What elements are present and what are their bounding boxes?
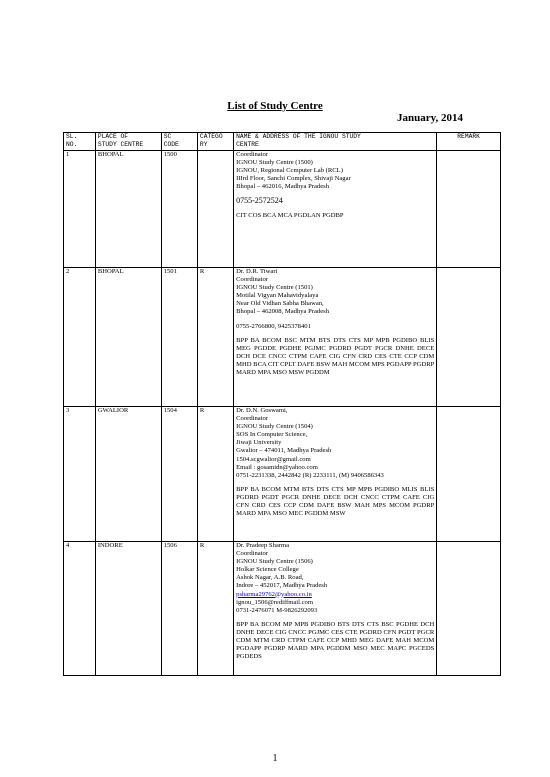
cell-sc-code: 1501 [161, 268, 197, 407]
cell-remark [437, 268, 501, 407]
address-line: Dr. Pradeep Sharma [236, 542, 290, 549]
cell-sl-no: 4 [64, 542, 96, 676]
cell-remark [437, 151, 501, 268]
address-line: Indore – 452017, Madhya Pradesh [236, 582, 328, 590]
phone-number: 0755-2766800, 9425378401 [236, 322, 311, 330]
cell-place: INDORE [95, 542, 161, 676]
programme-list: BPP BA BCOM MP MPB PGDIBO BTS DTS CTS BSC PGDHE DCH DNHE DECE CIG CNCC PGJMC CES CTE PGDRD CFN PGDT PGCR CDM MTM CRD CTPM CAFE CCP MHD MEG DAFE MAH MCOM PGDAPP PGDRP MARD MPA PGDDM MSO MEC MAPC PGCEDS PGDEDS [236, 620, 435, 661]
email-address: Email : gosamidn@yahoo.com [236, 463, 318, 471]
programme-list: BPP BA BCOM MTM BTS DTS CTS MP MPB PGDIBO MLIS BLIS PGDRD PGDT PGCR DNHE DECE DCH CNCC CTPM CAFE CIG CFN CRD CES CCP CDM DAFE BSW MAH MPS MCOM PGDRP MARD MPA MSO MEC PGDDM MSW [236, 485, 435, 518]
cell-category: R [197, 542, 233, 676]
address-line: Coordinator [236, 415, 269, 423]
cell-sl-no: 3 [64, 407, 96, 542]
cell-sl-no: 1 [64, 151, 96, 268]
address-line: Dr. D.N. Goswami, [236, 407, 288, 414]
header-place: PLACE OF STUDY CENTRE [95, 133, 161, 151]
header-remark: REMARK [437, 133, 501, 151]
address-line: Holkar Science College [236, 566, 299, 574]
phone-number: 0751-2231338, 2442842 (R) 2233111, (M) 9406586343 [236, 471, 384, 479]
address-line: IGNOU Study Centre (1501) [236, 284, 313, 292]
table-row [64, 542, 501, 676]
address-line: Jiwaji University [236, 439, 282, 447]
address-line: Near Old Vidhan Sabha Bhawan, [236, 300, 324, 308]
address-line: IGNOU, Regional Ccmputer Lab (RCL) [236, 167, 343, 175]
cell-remark [437, 542, 501, 676]
cell-address [234, 542, 437, 676]
address-line: Dr. D.R. Tiwari [236, 268, 278, 275]
cell-place: GWALIOR [95, 407, 161, 542]
cell-sc-code: 1506 [161, 542, 197, 676]
cell-place: BHOPAL [95, 268, 161, 407]
page-number: 1 [272, 753, 278, 764]
cell-sc-code: 1500 [161, 151, 197, 268]
email-address: 1504.scgwalior@gmail.com [236, 455, 311, 463]
address-line: Ashok Nagar, A.B. Road, [236, 574, 304, 582]
address-line: IIIrd Floor, Sanchi Complex, Shivaji Nagar [236, 175, 351, 183]
phone-number: 0755-2572524 [236, 196, 283, 206]
address-line: IGNOU Study Centre (1500) [236, 159, 313, 167]
address-line: IGNOU Study Centre (1506) [236, 558, 313, 566]
cell-address [234, 151, 437, 268]
table-row [64, 268, 501, 407]
programme-list: BPP BA BCOM BSC MTM BTS DTS CTS MP MPB PGDIBO BLIS MEG PGDDE PGDHE PGJMC PGDRD PGDT PGCR DNHE DECE DCH DCE CNCC CTPM CAFE CIG CFN CRD CES CTE CCP CDM MHD BCA CIT CPLT DAFE BSW MAH MCOM MPS PGDAPP PGDRP MARD MPA MSO MSW PGDDM [236, 336, 435, 377]
cell-category: R [197, 268, 233, 407]
header-sc-code: SC CODE [161, 133, 197, 151]
cell-address [234, 407, 437, 542]
address-line: Motilal Vigyan Mahavidyalaya [236, 292, 319, 300]
address-line: Gwalior – 474011, Madhya Pradesh [236, 447, 332, 455]
cell-sl-no: 2 [64, 268, 96, 407]
address-line: Bhopal – 462008, Madhya Pradesh [236, 308, 329, 316]
cell-category [197, 151, 233, 268]
header-sl-no: SL. NO. [64, 133, 96, 151]
cell-category: R [197, 407, 233, 542]
cell-place: BHOPAL [95, 151, 161, 268]
document-date: January, 2014 [396, 112, 463, 124]
table-row [64, 151, 501, 268]
address-line: IGNOU Study Centre (1504) [236, 423, 313, 431]
address-line: Coordinator [236, 276, 269, 284]
cell-sc-code: 1504 [161, 407, 197, 542]
programme-list: CIT COS BCA MCA PGDLAN PGDBP [236, 211, 344, 219]
phone-number: 0731-2476071 M-9826292093 [236, 606, 318, 614]
address-line: SOS In Computer Science, [236, 431, 308, 439]
table-header-row [64, 133, 501, 151]
header-address: NAME & ADDRESS OF THE IGNOU STUDY CENTRE [234, 133, 437, 151]
email-link[interactable]: psharma29762@yahoo.co.in [236, 590, 312, 598]
page-title: List of Study Centre [227, 100, 323, 112]
address-line: Coordinator [236, 550, 269, 558]
table-row [64, 407, 501, 542]
address-line: Bhopal – 462016, Madhya Pradesh [236, 183, 329, 191]
cell-address [234, 268, 437, 407]
email-address: ignou_1506@rediffmail.com [236, 598, 313, 606]
address-line: Coordinator [236, 151, 269, 158]
cell-remark [437, 407, 501, 542]
header-category: CATEGO RY [197, 133, 233, 151]
study-centre-table [63, 132, 501, 676]
